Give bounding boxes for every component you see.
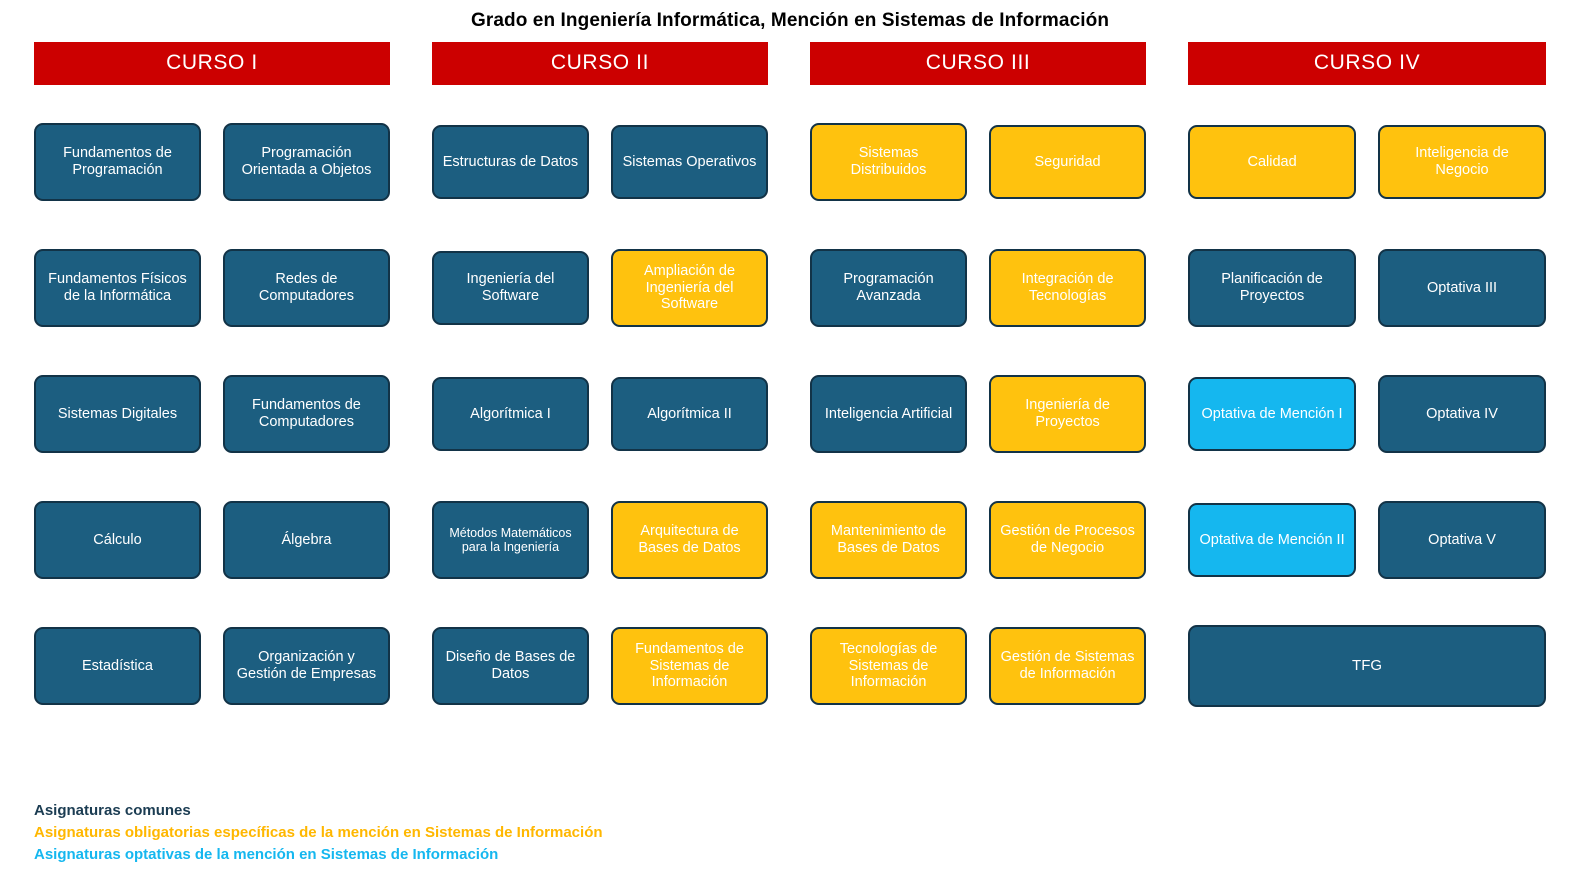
course-row xyxy=(432,99,768,225)
course-row xyxy=(432,477,768,603)
subject-cell xyxy=(1188,249,1356,327)
subject-cell xyxy=(989,249,1146,327)
course-row xyxy=(1188,351,1546,477)
page-title: Grado en Ingeniería Informática, Mención en Sistemas de Información xyxy=(470,10,1110,31)
subject-cell xyxy=(1188,625,1546,707)
course-row xyxy=(810,99,1146,225)
subject-box[interactable]: Gestión de Procesos de Negocio xyxy=(989,501,1146,579)
subject-cell xyxy=(810,375,967,453)
subject-box[interactable]: Optativa V xyxy=(1378,501,1546,579)
subject-cell xyxy=(989,501,1146,579)
subject-box[interactable]: Calidad xyxy=(1188,125,1356,199)
course-row xyxy=(432,351,768,477)
subject-cell xyxy=(611,125,768,199)
course-rows-2 xyxy=(432,99,768,729)
subject-cell xyxy=(1378,501,1546,579)
legend-item-elective: Asignaturas optativas de la mención en Sistemas de Información xyxy=(34,845,499,863)
subject-cell xyxy=(34,249,201,327)
course-rows-4 xyxy=(1188,99,1546,729)
subject-box[interactable]: Organización y Gestión de Empresas xyxy=(223,627,390,705)
subject-box[interactable]: Fundamentos Físicos de la Informática xyxy=(34,249,201,327)
subject-box[interactable]: Integración de Tecnologías xyxy=(989,249,1146,327)
subject-box[interactable]: Mantenimiento de Bases de Datos xyxy=(810,501,967,579)
subject-cell xyxy=(989,125,1146,199)
subject-cell xyxy=(989,375,1146,453)
subject-box[interactable]: Programación Orientada a Objetos xyxy=(223,123,390,201)
subject-cell xyxy=(611,501,768,579)
course-column-4 xyxy=(1168,42,1546,729)
subject-box-tfg[interactable]: TFG xyxy=(1188,625,1546,707)
legend-item-common: Asignaturas comunes xyxy=(34,802,191,819)
subject-cell xyxy=(432,501,589,579)
legend-item-mandatory: Asignaturas obligatorias específicas de la mención en Sistemas de Información xyxy=(34,823,603,841)
course-column-2 xyxy=(412,42,790,729)
subject-cell xyxy=(810,123,967,201)
subject-cell xyxy=(810,249,967,327)
subject-box[interactable]: Algorítmica I xyxy=(432,377,589,451)
subject-cell xyxy=(223,249,390,327)
subject-cell xyxy=(34,375,201,453)
course-rows-3 xyxy=(810,99,1146,729)
course-header-2: CURSO II xyxy=(432,42,768,85)
subject-box[interactable]: Sistemas Operativos xyxy=(611,125,768,199)
subject-box[interactable]: Optativa IV xyxy=(1378,375,1546,453)
course-row xyxy=(1188,477,1546,603)
subject-cell xyxy=(223,375,390,453)
subject-cell xyxy=(34,123,201,201)
legend xyxy=(34,800,603,865)
course-row xyxy=(810,225,1146,351)
subject-cell xyxy=(1188,503,1356,577)
subject-box[interactable]: Métodos Matemáticos para la Ingeniería xyxy=(432,501,589,579)
course-rows-1 xyxy=(34,99,390,729)
subject-box[interactable]: Álgebra xyxy=(223,501,390,579)
subject-cell xyxy=(432,125,589,199)
subject-cell xyxy=(1378,249,1546,327)
subject-cell xyxy=(432,251,589,325)
course-row xyxy=(1188,99,1546,225)
subject-cell xyxy=(223,627,390,705)
subject-box[interactable]: Optativa de Mención I xyxy=(1188,377,1356,451)
subject-cell xyxy=(223,501,390,579)
subject-box[interactable]: Programación Avanzada xyxy=(810,249,967,327)
subject-box[interactable]: Tecnologías de Sistemas de Información xyxy=(810,627,967,705)
subject-cell xyxy=(34,627,201,705)
subject-cell xyxy=(611,249,768,327)
subject-box[interactable]: Sistemas Digitales xyxy=(34,375,201,453)
course-row xyxy=(810,603,1146,729)
course-row xyxy=(810,351,1146,477)
subject-cell xyxy=(810,627,967,705)
curriculum-grid xyxy=(0,42,1580,729)
course-row xyxy=(1188,225,1546,351)
course-row xyxy=(34,603,390,729)
subject-box[interactable]: Fundamentos de Programación xyxy=(34,123,201,201)
subject-cell xyxy=(1188,377,1356,451)
subject-cell xyxy=(223,123,390,201)
course-column-1 xyxy=(34,42,412,729)
subject-box[interactable]: Inteligencia Artificial xyxy=(810,375,967,453)
subject-cell xyxy=(432,377,589,451)
subject-box[interactable]: Algorítmica II xyxy=(611,377,768,451)
subject-box[interactable]: Planificación de Proyectos xyxy=(1188,249,1356,327)
subject-box[interactable]: Inteligencia de Negocio xyxy=(1378,125,1546,199)
course-row xyxy=(432,225,768,351)
subject-cell xyxy=(432,627,589,705)
subject-cell xyxy=(34,501,201,579)
subject-box[interactable]: Gestión de Sistemas de Información xyxy=(989,627,1146,705)
course-column-3 xyxy=(790,42,1168,729)
course-row xyxy=(34,477,390,603)
subject-box[interactable]: Diseño de Bases de Datos xyxy=(432,627,589,705)
subject-box[interactable]: Ingeniería del Software xyxy=(432,251,589,325)
subject-box[interactable]: Optativa de Mención II xyxy=(1188,503,1356,577)
subject-cell xyxy=(1378,125,1546,199)
course-header-4: CURSO IV xyxy=(1188,42,1546,85)
course-row xyxy=(810,477,1146,603)
course-row xyxy=(34,99,390,225)
subject-box[interactable]: Redes de Computadores xyxy=(223,249,390,327)
subject-box[interactable]: Optativa III xyxy=(1378,249,1546,327)
subject-box[interactable]: Fundamentos de Sistemas de Información xyxy=(611,627,768,705)
course-header-1: CURSO I xyxy=(34,42,390,85)
subject-box[interactable]: Fundamentos de Computadores xyxy=(223,375,390,453)
course-row xyxy=(1188,603,1546,729)
subject-box[interactable]: Sistemas Distribuidos xyxy=(810,123,967,201)
subject-box[interactable]: Estructuras de Datos xyxy=(432,125,589,199)
subject-box[interactable]: Estadística xyxy=(34,627,201,705)
subject-cell xyxy=(989,627,1146,705)
subject-cell xyxy=(611,377,768,451)
subject-box[interactable]: Ampliación de Ingeniería del Software xyxy=(611,249,768,327)
subject-cell xyxy=(1378,375,1546,453)
subject-box[interactable]: Seguridad xyxy=(989,125,1146,199)
subject-cell xyxy=(1188,125,1356,199)
course-row xyxy=(432,603,768,729)
subject-cell xyxy=(810,501,967,579)
subject-box[interactable]: Cálculo xyxy=(34,501,201,579)
subject-box[interactable]: Arquitectura de Bases de Datos xyxy=(611,501,768,579)
course-row xyxy=(34,225,390,351)
course-row xyxy=(34,351,390,477)
subject-cell xyxy=(611,627,768,705)
course-header-3: CURSO III xyxy=(810,42,1146,85)
subject-box[interactable]: Ingeniería de Proyectos xyxy=(989,375,1146,453)
